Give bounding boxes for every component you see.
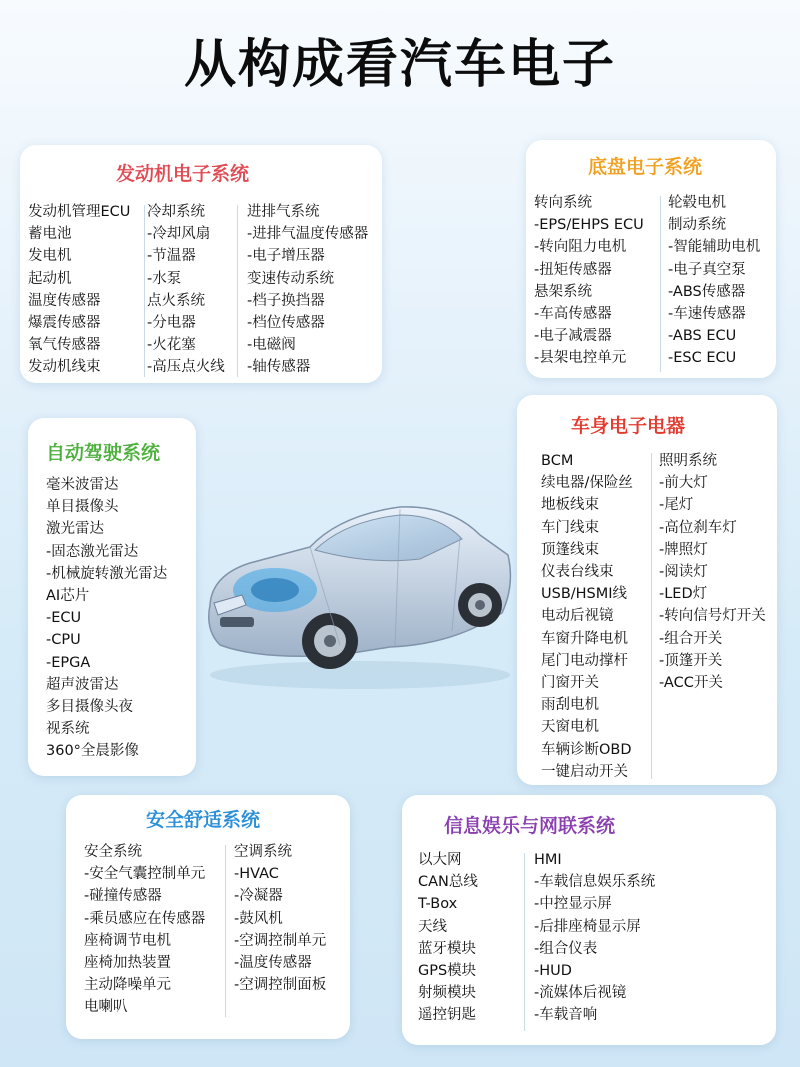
list-item: 蓝牙模块 (418, 940, 476, 957)
list-item: 座椅加热装置 (84, 955, 171, 972)
list-item: -阅读灯 (659, 564, 708, 581)
list-item: -空调控制单元 (234, 932, 327, 949)
list-item: -安全气囊控制单元 (84, 866, 206, 883)
list-item: -火花塞 (147, 337, 196, 354)
list-item: -尾灯 (659, 497, 694, 514)
list-item: HMI (534, 852, 562, 868)
list-item: -后排座椅显示屏 (534, 918, 641, 935)
list-item: 一键启动开关 (541, 763, 628, 780)
list-item: -电子减震器 (534, 328, 612, 345)
list-item: 地板线束 (541, 497, 599, 514)
safety-comfort-card (66, 795, 350, 1039)
list-item: 变速传动系统 (247, 270, 334, 287)
list-item: 门窗开关 (541, 675, 599, 692)
list-item: -HVAC (234, 866, 279, 883)
list-item: 主动降噪单元 (84, 977, 171, 994)
list-item: -ABS ECU (668, 328, 737, 345)
list-column (534, 849, 655, 1027)
list-item: 转向系统 (534, 195, 592, 211)
list-item: 雨刮电机 (541, 697, 599, 714)
list-item: AI芯片 (46, 588, 90, 605)
list-item: 激光雷达 (46, 521, 104, 538)
list-item: 发动机管理ECU (28, 204, 131, 220)
column-divider (651, 453, 652, 779)
list-item: -转向阻力电机 (534, 239, 627, 256)
list-item: -乘员感应在传感器 (84, 910, 206, 927)
list-item: -分电器 (147, 315, 196, 332)
list-item: 尾门电动撑杆 (541, 652, 628, 669)
list-item: 爆震传感器 (28, 315, 101, 332)
list-item: CAN总线 (418, 874, 478, 891)
column-divider (144, 205, 145, 377)
list-item: -电子真空泵 (668, 261, 746, 278)
list-item: -车速传感器 (668, 306, 746, 323)
list-item: -EPGA (46, 654, 91, 671)
list-item: 进排气系统 (247, 204, 320, 220)
list-column (659, 450, 766, 694)
list-item: 天线 (418, 918, 447, 935)
list-item: 超声波雷达 (46, 676, 119, 693)
list-item: GPS模块 (418, 963, 477, 980)
list-item: 冷却系统 (147, 204, 205, 220)
list-item: -智能辅助电机 (668, 239, 761, 256)
car-illustration (190, 455, 520, 705)
list-item: -档子换挡器 (247, 292, 325, 309)
list-column (247, 201, 368, 379)
list-item: 座椅调节电机 (84, 932, 171, 949)
list-item: -转向信号灯开关 (659, 608, 766, 625)
list-item: 续电器/保险丝 (541, 475, 633, 492)
list-item: -高压点火线 (147, 359, 225, 376)
list-item: -空调控制面板 (234, 977, 327, 994)
list-item: 遥控钥匙 (418, 1007, 476, 1024)
list-item: 温度传感器 (28, 292, 101, 309)
autonomous-driving-card (28, 418, 196, 776)
list-item: -冷却风扇 (147, 226, 211, 243)
list-item: 天窗电机 (541, 719, 599, 736)
list-item: -CPU (46, 632, 81, 649)
list-item: 照明系统 (659, 453, 717, 469)
list-item: 轮毂电机 (668, 195, 726, 211)
infotainment-card (402, 795, 776, 1045)
list-item: 发动机线束 (28, 359, 101, 376)
list-item: -扭矩传感器 (534, 261, 612, 278)
list-item: -县架电控单元 (534, 350, 627, 367)
list-item: -高位刹车灯 (659, 519, 737, 536)
column-divider (237, 205, 238, 377)
list-item: -流媒体后视镜 (534, 985, 627, 1002)
list-item: -前大灯 (659, 475, 708, 492)
column-divider (225, 845, 226, 1017)
list-item: -电子增压器 (247, 248, 325, 265)
list-item: 仪表台线束 (541, 564, 614, 581)
list-column (28, 201, 130, 379)
list-item: -车高传感器 (534, 306, 612, 323)
list-item: -水泵 (147, 270, 182, 287)
list-column (84, 841, 205, 1019)
list-item: -LED灯 (659, 586, 708, 603)
card-title: 安全舒适系统 (146, 809, 261, 831)
card-title: 底盘电子系统 (588, 156, 703, 178)
list-item: -机械旋转激光雷达 (46, 565, 168, 582)
list-column (668, 192, 760, 370)
list-item: -组合仪表 (534, 940, 598, 957)
list-item: 空调系统 (234, 844, 292, 860)
list-item: 蓄电池 (28, 226, 72, 243)
list-item: 电喇叭 (84, 999, 128, 1016)
list-item: -固态激光雷达 (46, 543, 139, 560)
list-column (147, 201, 225, 379)
list-item: -车载信息娱乐系统 (534, 874, 656, 891)
list-item: -轴传感器 (247, 359, 311, 376)
list-item: BCM (541, 453, 574, 469)
list-item: -ESC ECU (668, 350, 737, 367)
card-title: 信息娱乐与网联系统 (444, 815, 616, 837)
list-item: -ECU (46, 610, 82, 627)
list-item: -温度传感器 (234, 955, 312, 972)
engine-system-card (20, 145, 382, 383)
list-column (46, 474, 167, 763)
list-column (234, 841, 326, 996)
list-item: 顶篷线束 (541, 541, 599, 558)
list-item: -中控显示屏 (534, 896, 612, 913)
list-item: 起动机 (28, 270, 72, 287)
chassis-system-card (526, 140, 776, 378)
list-item: -节温器 (147, 248, 196, 265)
list-item: 发电机 (28, 248, 72, 265)
list-item: T-Box (418, 896, 458, 913)
list-item: -组合开关 (659, 630, 723, 647)
list-item: 视系统 (46, 721, 90, 738)
list-item: -电磁阀 (247, 337, 296, 354)
list-item: 车窗升降电机 (541, 630, 628, 647)
list-column (534, 192, 644, 370)
list-item: -HUD (534, 963, 572, 980)
body-electronics-card (517, 395, 777, 785)
list-item: 单目摄像头 (46, 499, 119, 516)
list-item: 电动后视镜 (541, 608, 614, 625)
list-item: -档位传感器 (247, 315, 325, 332)
column-divider (524, 853, 525, 1031)
list-item: -ABS传感器 (668, 283, 746, 300)
list-item: 制动系统 (668, 217, 726, 234)
card-title: 发动机电子系统 (116, 163, 250, 185)
list-item: -车载音响 (534, 1007, 598, 1024)
list-item: -EPS/EHPS ECU (534, 217, 644, 234)
column-divider (660, 196, 661, 372)
list-item: 车辆诊断OBD (541, 741, 632, 758)
card-title: 自动驾驶系统 (46, 442, 161, 464)
list-item: 安全系统 (84, 844, 142, 860)
list-column (418, 849, 478, 1027)
list-item: -顶篷开关 (659, 652, 723, 669)
list-item: 氧气传感器 (28, 337, 101, 354)
list-item: USB/HSMI线 (541, 586, 628, 603)
list-item: -牌照灯 (659, 541, 708, 558)
list-item: 以大网 (418, 852, 462, 868)
list-item: -冷凝器 (234, 888, 283, 905)
list-item: 多目摄像头夜 (46, 699, 133, 716)
list-item: 360°全晨影像 (46, 743, 139, 760)
list-item: -进排气温度传感器 (247, 226, 369, 243)
list-item: 点火系统 (147, 292, 205, 309)
card-title: 车身电子电器 (571, 415, 686, 437)
list-item: 悬架系统 (534, 283, 592, 300)
list-item: -鼓风机 (234, 910, 283, 927)
list-column (541, 450, 633, 783)
list-item: 车门线束 (541, 519, 599, 536)
list-item: -碰撞传感器 (84, 888, 162, 905)
list-item: 毫米波雷达 (46, 477, 119, 493)
list-item: -ACC开关 (659, 675, 723, 692)
page-title: 从构成看汽车电子 (183, 35, 616, 95)
list-item: 射频模块 (418, 985, 476, 1002)
